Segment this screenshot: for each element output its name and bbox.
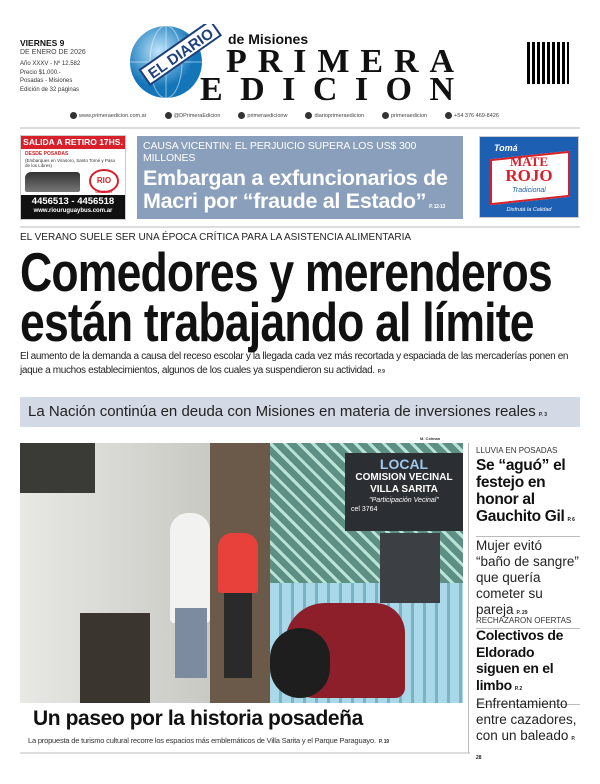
- ad-tag: Tomá: [494, 143, 518, 153]
- main-dek: [20, 350, 590, 379]
- ad-brand: [480, 156, 578, 183]
- photo-window: [20, 443, 95, 493]
- ad-slogan: Disfrutá la Calidad: [506, 207, 552, 213]
- photo-person-2: [218, 533, 258, 593]
- issue-pages: Edición de 32 páginas: [20, 86, 80, 93]
- bar-story-headline: La Nación continúa en deuda con Misiones en materia de inversiones reales: [28, 403, 536, 420]
- ad-brand-name: RIO: [96, 176, 112, 185]
- photo-headline[interactable]: Un paseo por la historia posadeña: [33, 707, 363, 730]
- social-label: diarioprimeraedicion: [314, 112, 364, 119]
- photo-person-1-legs: [175, 608, 207, 678]
- page-ref: P. 2: [514, 685, 522, 692]
- ad-from: DESDE POSADAS: [25, 151, 69, 157]
- page-ref: P. 28: [476, 736, 576, 761]
- sidebar-headline: Mujer evitó “baño de sangre” que quería cometer su pareja: [476, 538, 579, 617]
- social-whatsapp[interactable]: [445, 112, 499, 119]
- issue-number: Año XXXV - Nº 12.582: [20, 61, 81, 67]
- photo-credit: M. Colman: [420, 436, 441, 441]
- sign-text: COMISION VECINAL: [355, 472, 453, 483]
- top-story-headline-wrap: [143, 167, 457, 219]
- column-divider: [468, 443, 469, 753]
- bar-story[interactable]: [20, 397, 580, 427]
- photo-caption: [28, 736, 389, 745]
- globe-icon: [130, 24, 460, 102]
- social-youtube[interactable]: [382, 112, 427, 119]
- issue-date: DE ENERO DE 2026: [20, 49, 86, 56]
- photo-person-1: [170, 513, 210, 623]
- ad-brand: [89, 169, 119, 193]
- social-label: primeraedicion: [391, 112, 428, 119]
- globe-icon: [70, 112, 77, 119]
- page-ref: P. 9: [377, 369, 385, 375]
- ad-brand-2: ROJO: [505, 166, 553, 185]
- issue-day: VIERNES 9: [20, 38, 65, 48]
- divider: [476, 536, 580, 537]
- qr-code[interactable]: [527, 42, 569, 84]
- instagram-icon: [305, 112, 312, 119]
- ad-mate-rojo[interactable]: [479, 136, 579, 218]
- ad-brand-sub: URUGUAY: [95, 190, 113, 194]
- divider: [20, 752, 470, 754]
- svg-text:de Misiones: de Misiones: [228, 31, 309, 47]
- masthead-info: [20, 38, 86, 94]
- page-ref: P. 6: [567, 517, 575, 523]
- ad-detail: [21, 149, 125, 171]
- top-story-headline: Embargan a exfuncionarios de Macri por “fraude al Estado”: [143, 166, 448, 213]
- main-dek-text: El aumento de la demanda a causa del receso escolar y la llegada cada vez más recortada y espaciada de las mercaderías ponen en jaque a muchos establecimientos, algunos de los cuales ya suspendieron su actividad.: [20, 351, 569, 376]
- sidebar-story[interactable]: [476, 696, 580, 766]
- page-ref: P. 29: [516, 610, 528, 616]
- sidebar-kicker: LLUVIA EN POSADAS: [476, 446, 558, 455]
- photo-sign: [345, 453, 463, 531]
- sidebar-kicker: RECHAZARON OFERTAS: [476, 616, 572, 625]
- main-headline[interactable]: [20, 241, 552, 353]
- social-label: +54 376 469-8426: [454, 112, 499, 119]
- social-label: www.primeraedicion.com.ar: [79, 112, 147, 119]
- social-facebook[interactable]: [238, 112, 287, 119]
- page-ref: P. 3: [538, 412, 548, 418]
- main-photo[interactable]: [20, 443, 463, 703]
- photo-caption-text: La propuesta de turismo cultural recorre los espacios más emblemáticos de Villa Sarita y el Parque Paraguayo.: [28, 736, 376, 745]
- ad-variant: Tradicional: [512, 187, 546, 194]
- ad-title: SALIDA A RETIRO 17HS.: [21, 136, 125, 149]
- page-ref: P. 19: [378, 739, 389, 745]
- photo-person-2-legs: [224, 593, 252, 678]
- divider: [20, 226, 580, 228]
- social-web[interactable]: [70, 112, 147, 119]
- svg-text:EDICION: EDICION: [200, 71, 454, 102]
- ad-rio-uruguay[interactable]: [20, 135, 126, 220]
- photo-tarp: [380, 533, 440, 603]
- ad-contact: [21, 195, 125, 219]
- social-x[interactable]: [165, 112, 221, 119]
- page-ref: P. 12-13: [429, 204, 445, 210]
- sign-text: VILLA SARITA: [370, 484, 438, 495]
- issue-price: Precio $1.000.-: [20, 69, 61, 76]
- main-headline-line: Comedores y merenderos: [20, 241, 552, 303]
- photo-rocks: [80, 613, 150, 703]
- main-headline-line: están trabajando al límite: [20, 291, 534, 353]
- facebook-icon: [238, 112, 245, 119]
- social-instagram[interactable]: [305, 112, 364, 119]
- sidebar-story[interactable]: [476, 446, 580, 537]
- sign-text: cel 3764: [351, 506, 378, 513]
- newspaper-logo: [130, 24, 460, 102]
- divider: [20, 127, 580, 129]
- ad-detail-text: (Embarques en Virasoro, Santo Tomé y Paso de los Libres): [25, 157, 116, 168]
- whatsapp-icon: [445, 112, 452, 119]
- ad-url: www.riouruguaybus.com.ar: [33, 208, 113, 214]
- social-label: primeraedicionw: [247, 112, 288, 119]
- top-story[interactable]: [137, 136, 463, 219]
- ad-brand-1: MATE: [509, 154, 549, 169]
- x-icon: [165, 112, 172, 119]
- sidebar-headline: Se “aguó” el festejo en honor al Gauchito Gil: [476, 457, 566, 525]
- youtube-icon: [382, 112, 389, 119]
- photo-scooter-2: [270, 628, 330, 698]
- sidebar-headline: Enfrentamiento entre cazadores, con un baleado: [476, 696, 577, 743]
- sign-text: LOCAL: [379, 456, 429, 472]
- main-kicker: EL VERANO SUELE SER UNA ÉPOCA CRÍTICA PARA LA ASISTENCIA ALIMENTARIA: [20, 232, 412, 243]
- issue-location: Posadas - Misiones: [20, 78, 73, 84]
- top-story-kicker: CAUSA VICENTIN: EL PERJUICIO SUPERA LOS US$ 300 MILLONES: [143, 140, 417, 164]
- svg-text:EL DIARIO: EL DIARIO: [145, 25, 217, 83]
- ad-phones: 4456513 - 4456518: [31, 196, 115, 207]
- svg-text:PRIMERA: PRIMERA: [226, 43, 454, 80]
- sidebar-story[interactable]: [476, 616, 580, 705]
- bus-image: [25, 172, 80, 192]
- sign-text: "Participación Vecinal": [369, 497, 439, 504]
- sidebar-headline: Colectivos de Eldorado siguen en el limbo: [476, 627, 564, 693]
- social-label: @DPrimeraEdicion: [173, 112, 221, 119]
- social-bar: [70, 112, 540, 119]
